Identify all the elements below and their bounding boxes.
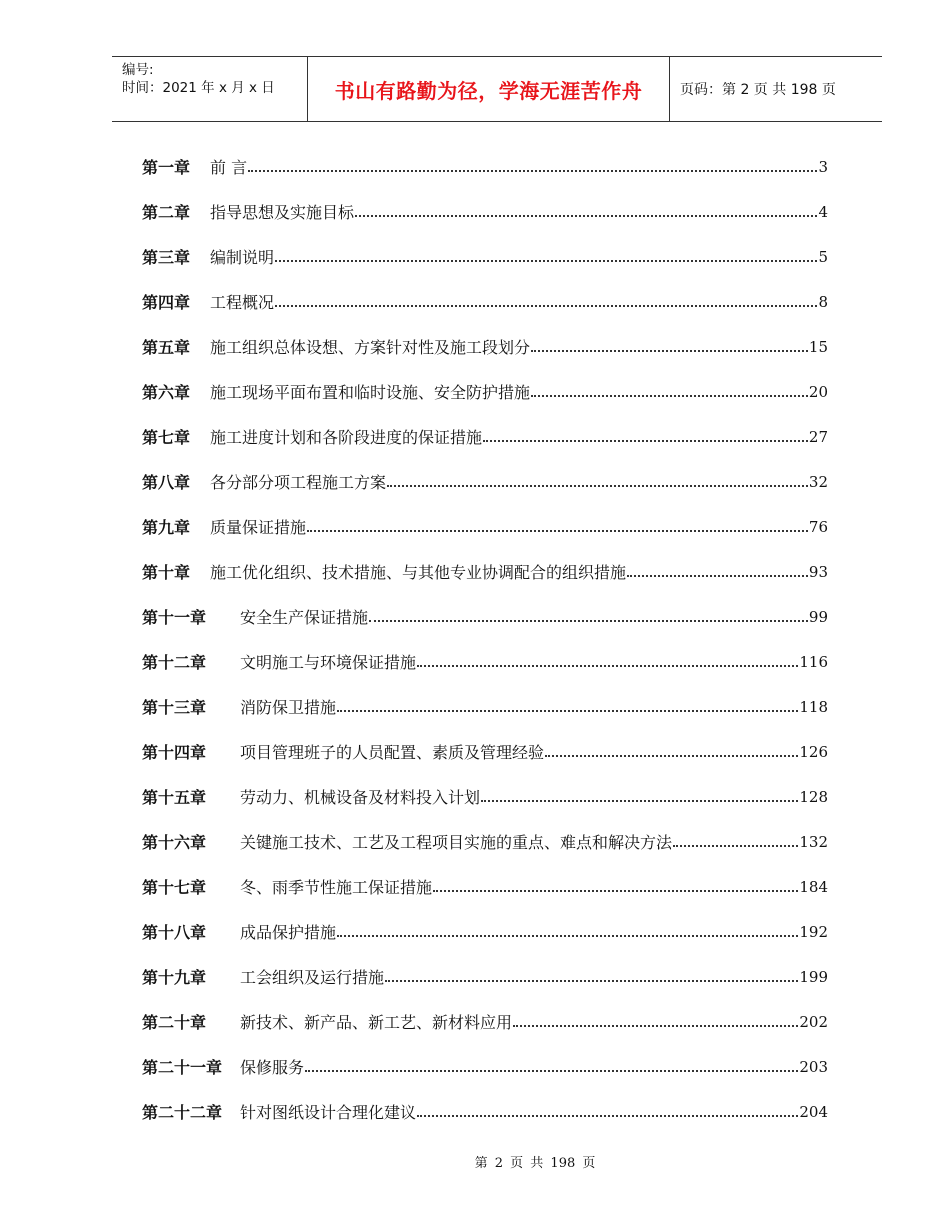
toc-dot-leader bbox=[673, 845, 798, 847]
toc-page-number: 132 bbox=[799, 832, 828, 851]
toc-row-9[interactable] bbox=[142, 504, 828, 549]
toc-chapter-title: 劳动力、机械设备及材料投入计划 bbox=[240, 788, 481, 807]
toc-dot-leader bbox=[513, 1025, 798, 1027]
toc-page-number: 99 bbox=[808, 607, 828, 626]
toc-page-number: 118 bbox=[799, 697, 828, 716]
header-slogan: 书山有路勤为径，学海无涯苦作舟 bbox=[308, 57, 670, 121]
toc-row-8[interactable] bbox=[142, 459, 828, 504]
toc-chapter-title: 冬、雨季节性施工保证措施 bbox=[240, 878, 433, 897]
toc-chapter-title: 施工进度计划和各阶段进度的保证措施 bbox=[210, 428, 483, 447]
toc-chapter-title: 编制说明 bbox=[210, 248, 275, 267]
toc-chapter-label: 第八章 bbox=[142, 473, 191, 492]
toc-chapter-label: 第二十二章 bbox=[142, 1103, 223, 1122]
toc-chapter-title: 前 言 bbox=[210, 158, 248, 177]
toc-page-number: 203 bbox=[799, 1057, 828, 1076]
toc-chapter-label: 第十四章 bbox=[142, 743, 207, 762]
toc-dot-leader bbox=[275, 260, 817, 262]
toc-dot-leader bbox=[337, 710, 798, 712]
toc-chapter-label: 第九章 bbox=[142, 518, 191, 537]
toc-dot-leader bbox=[275, 305, 817, 307]
toc-page-number: 204 bbox=[799, 1102, 828, 1121]
toc-chapter-title: 针对图纸设计合理化建议 bbox=[240, 1103, 417, 1122]
header-page-info: 页码：第 2 页 共 198 页 bbox=[680, 82, 836, 98]
toc-dot-leader bbox=[531, 395, 808, 397]
toc-row-7[interactable] bbox=[142, 414, 828, 459]
toc-row-14[interactable] bbox=[142, 729, 828, 774]
toc-chapter-label: 第五章 bbox=[142, 338, 191, 357]
toc-row-13[interactable] bbox=[142, 684, 828, 729]
toc-row-6[interactable] bbox=[142, 369, 828, 414]
toc-page-number: 199 bbox=[799, 967, 828, 986]
toc-page-number: 32 bbox=[808, 472, 828, 491]
table-of-contents bbox=[142, 144, 828, 1134]
toc-chapter-label: 第四章 bbox=[142, 293, 191, 312]
toc-chapter-title: 工会组织及运行措施 bbox=[240, 968, 385, 987]
toc-page-number: 184 bbox=[799, 877, 828, 896]
toc-page-number: 126 bbox=[799, 742, 828, 761]
toc-dot-leader bbox=[417, 1115, 798, 1117]
toc-page-number: 192 bbox=[799, 922, 828, 941]
toc-row-3[interactable] bbox=[142, 234, 828, 279]
toc-dot-leader bbox=[627, 575, 808, 577]
toc-row-2[interactable] bbox=[142, 189, 828, 234]
toc-dot-leader bbox=[417, 665, 798, 667]
toc-chapter-label: 第十章 bbox=[142, 563, 191, 582]
toc-row-10[interactable] bbox=[142, 549, 828, 594]
toc-chapter-title: 保修服务 bbox=[240, 1058, 305, 1077]
toc-row-11[interactable] bbox=[142, 594, 828, 639]
toc-chapter-title: 各分部分项工程施工方案 bbox=[210, 473, 387, 492]
toc-chapter-label: 第二十一章 bbox=[142, 1058, 223, 1077]
toc-row-4[interactable] bbox=[142, 279, 828, 324]
document-number-label: 编号: bbox=[122, 62, 154, 78]
toc-dot-leader bbox=[481, 800, 798, 802]
toc-page-number: 93 bbox=[808, 562, 828, 581]
toc-chapter-label: 第二章 bbox=[142, 203, 191, 222]
toc-chapter-title: 关键施工技术、工艺及工程项目实施的重点、难点和解决方法 bbox=[240, 833, 673, 852]
toc-page-number: 15 bbox=[808, 337, 828, 356]
toc-row-17[interactable] bbox=[142, 864, 828, 909]
toc-row-18[interactable] bbox=[142, 909, 828, 954]
toc-page-number: 20 bbox=[808, 382, 828, 401]
toc-row-20[interactable] bbox=[142, 999, 828, 1044]
toc-dot-leader bbox=[307, 530, 808, 532]
toc-row-12[interactable] bbox=[142, 639, 828, 684]
toc-row-21[interactable] bbox=[142, 1044, 828, 1089]
toc-dot-leader bbox=[483, 440, 808, 442]
toc-page-number: 27 bbox=[808, 427, 828, 446]
toc-dot-leader bbox=[305, 1070, 798, 1072]
toc-dot-leader bbox=[385, 980, 798, 982]
toc-row-16[interactable] bbox=[142, 819, 828, 864]
page-header bbox=[112, 56, 882, 122]
toc-dot-leader bbox=[337, 935, 798, 937]
toc-chapter-label: 第十五章 bbox=[142, 788, 207, 807]
toc-row-1[interactable] bbox=[142, 144, 828, 189]
toc-page-number: 128 bbox=[799, 787, 828, 806]
toc-page-number: 116 bbox=[799, 652, 828, 671]
toc-chapter-label: 第十一章 bbox=[142, 608, 207, 627]
toc-dot-leader bbox=[433, 890, 798, 892]
toc-page-number: 76 bbox=[808, 517, 828, 536]
toc-chapter-label: 第一章 bbox=[142, 158, 191, 177]
toc-chapter-title: 项目管理班子的人员配置、素质及管理经验 bbox=[240, 743, 545, 762]
toc-dot-leader bbox=[531, 350, 808, 352]
toc-dot-leader bbox=[369, 620, 808, 622]
toc-chapter-title: 消防保卫措施 bbox=[240, 698, 337, 717]
toc-chapter-title: 工程概况 bbox=[210, 293, 275, 312]
toc-chapter-label: 第十三章 bbox=[142, 698, 207, 717]
toc-chapter-label: 第十二章 bbox=[142, 653, 207, 672]
toc-chapter-title: 施工优化组织、技术措施、与其他专业协调配合的组织措施 bbox=[210, 563, 627, 582]
toc-page-number: 4 bbox=[818, 202, 828, 221]
toc-row-19[interactable] bbox=[142, 954, 828, 999]
toc-row-22[interactable] bbox=[142, 1089, 828, 1134]
toc-chapter-title: 成品保护措施 bbox=[240, 923, 337, 942]
toc-chapter-title: 质量保证措施 bbox=[210, 518, 307, 537]
toc-row-15[interactable] bbox=[142, 774, 828, 819]
toc-chapter-title: 施工组织总体设想、方案针对性及施工段划分 bbox=[210, 338, 531, 357]
toc-chapter-label: 第十八章 bbox=[142, 923, 207, 942]
toc-chapter-title: 施工现场平面布置和临时设施、安全防护措施 bbox=[210, 383, 531, 402]
toc-chapter-label: 第十九章 bbox=[142, 968, 207, 987]
toc-page-number: 5 bbox=[818, 247, 828, 266]
toc-chapter-title: 文明施工与环境保证措施 bbox=[240, 653, 417, 672]
toc-chapter-label: 第二十章 bbox=[142, 1013, 207, 1032]
toc-page-number: 3 bbox=[818, 157, 828, 176]
toc-page-number: 202 bbox=[799, 1012, 828, 1031]
toc-chapter-label: 第十七章 bbox=[142, 878, 207, 897]
toc-page-number: 8 bbox=[818, 292, 828, 311]
document-date: 时间：2021 年 x 月 x 日 bbox=[122, 80, 275, 96]
toc-dot-leader bbox=[248, 170, 817, 172]
toc-chapter-title: 安全生产保证措施 bbox=[240, 608, 369, 627]
toc-chapter-title: 指导思想及实施目标 bbox=[210, 203, 355, 222]
page-footer: 第 2 页 共 198 页 bbox=[474, 1156, 596, 1171]
toc-dot-leader bbox=[387, 485, 808, 487]
toc-chapter-label: 第三章 bbox=[142, 248, 191, 267]
toc-chapter-title: 新技术、新产品、新工艺、新材料应用 bbox=[240, 1013, 513, 1032]
toc-chapter-label: 第六章 bbox=[142, 383, 191, 402]
toc-chapter-label: 第十六章 bbox=[142, 833, 207, 852]
toc-dot-leader bbox=[355, 215, 817, 217]
toc-row-5[interactable] bbox=[142, 324, 828, 369]
toc-dot-leader bbox=[545, 755, 798, 757]
header-meta bbox=[112, 57, 308, 121]
toc-chapter-label: 第七章 bbox=[142, 428, 191, 447]
